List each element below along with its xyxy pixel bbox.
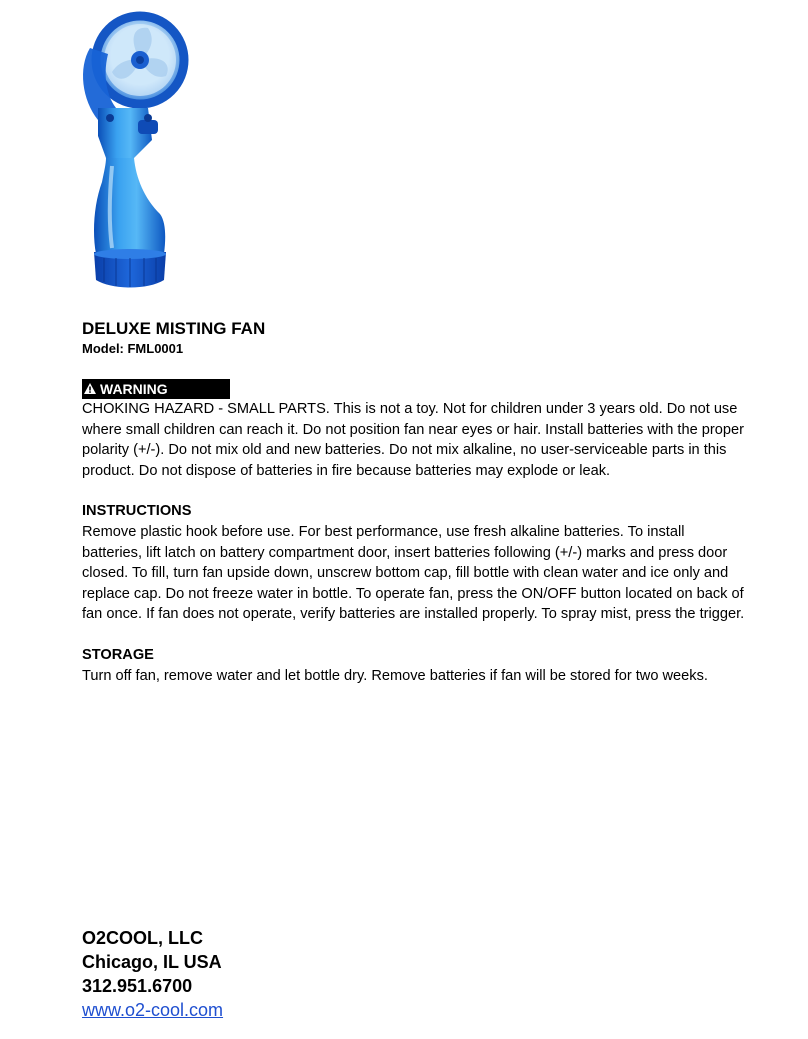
company-location: Chicago, IL USA — [82, 952, 222, 972]
misting-fan-illustration — [68, 8, 190, 292]
website-link[interactable]: www.o2-cool.com — [82, 1000, 224, 1020]
model-number: Model: FML0001 — [82, 341, 184, 356]
instructions-heading: INSTRUCTIONS — [82, 503, 192, 520]
instruction-content — [82, 318, 746, 686]
company-contact — [82, 926, 223, 1022]
company-phone: 312.951.6700 — [82, 976, 193, 996]
storage-heading: STORAGE — [82, 646, 154, 663]
storage-text: Turn off fan, remove water and let bottle dry. Remove batteries if fan will be stored for two weeks. — [82, 667, 708, 684]
warning-text: CHOKING HAZARD - SMALL PARTS. This is not a toy. Not for children under 3 years old. Do not use where small children can reach it. Do not position fan near eyes or hair. Install batteries with the proper polarity (+/-). Do not mix old and new batteries. Do not mix alkaline, no user-serviceable parts in this product. Do not dispose of batteries in fire because batteries may explode or leak. — [82, 401, 744, 479]
company-name: O2COOL, LLC — [82, 928, 203, 948]
instructions-text: Remove plastic hook before use. For best performance, use fresh alkaline batteries. To install batteries, lift latch on battery compartment door, insert batteries following (+/-) marks and press door closed. To fill, turn fan upside down, unscrew bottom cap, fill bottle with clean water and ice only and replace cap. Do not freeze water in bottle. To operate fan, press the ON/OFF button located on back of fan once. If fan does not operate, verify batteries are installed properly. To spray mist, press the trigger. — [82, 523, 745, 623]
warning-banner — [82, 379, 230, 399]
product-title: DELUXE MISTING FAN — [82, 319, 266, 338]
warning-triangle-icon — [84, 379, 96, 399]
warning-label: WARNING — [100, 381, 168, 397]
